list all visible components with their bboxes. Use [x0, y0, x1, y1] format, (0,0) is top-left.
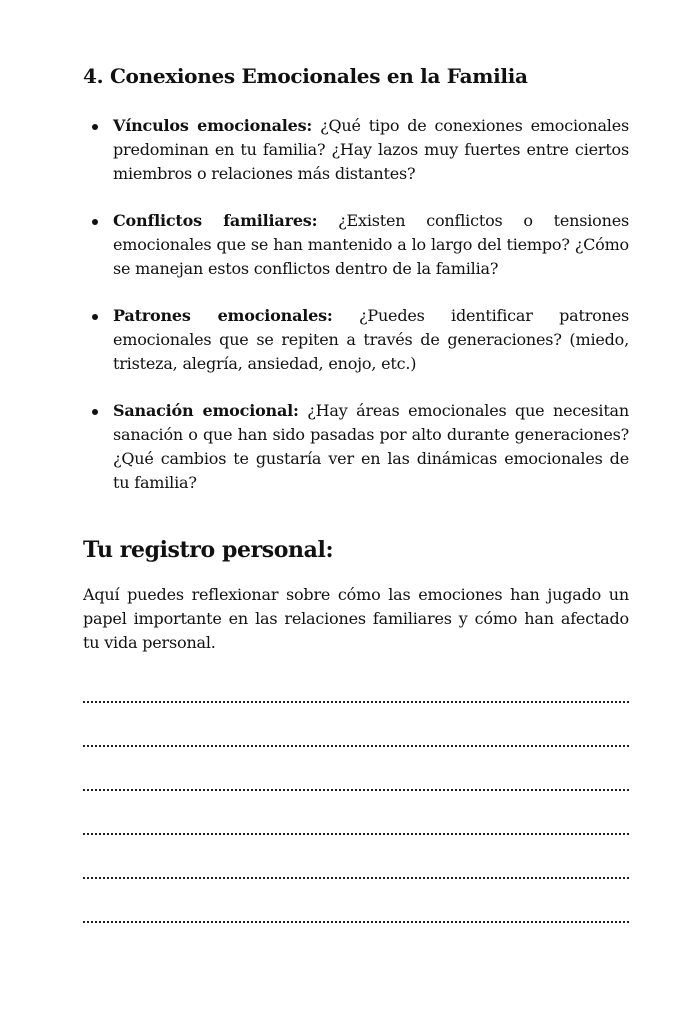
writing-line[interactable] [83, 745, 629, 747]
writing-area[interactable] [83, 701, 629, 923]
writing-line[interactable] [83, 701, 629, 703]
writing-line[interactable] [83, 789, 629, 791]
page-content [83, 62, 629, 965]
bullet-term: Patrones emocionales: [113, 306, 333, 325]
list-item [83, 304, 629, 376]
list-item [83, 399, 629, 495]
bullet-icon [92, 219, 98, 225]
bullet-text: ¿Puedes identificar patrones emocionales que se repiten a través de generaciones? (miedo, tristeza, alegría, ansiedad, enojo, etc.) [113, 306, 629, 373]
section-title: 4. Conexiones Emocionales en la Familia [83, 64, 528, 88]
registro-title: Tu registro personal: [83, 537, 334, 563]
bullet-icon [92, 409, 98, 415]
list-item [83, 209, 629, 281]
bullet-icon [92, 124, 98, 130]
bullet-text: ¿Hay áreas emocionales que necesitan sanación o que han sido pasadas por alto durante generaciones? ¿Qué cambios te gustaría ver en las dinámicas emocionales de tu familia? [113, 401, 629, 492]
writing-line[interactable] [83, 921, 629, 923]
registro-intro: Aquí puedes reflexionar sobre cómo las emociones han jugado un papel importante en las relaciones familiares y cómo han afectado tu vida personal. [83, 585, 629, 652]
question-list [83, 114, 629, 495]
writing-line[interactable] [83, 833, 629, 835]
writing-line[interactable] [83, 877, 629, 879]
list-item [83, 114, 629, 186]
bullet-icon [92, 314, 98, 320]
bullet-text: ¿Existen conflictos o tensiones emocionales que se han mantenido a lo largo del tiempo? ¿Cómo se manejan estos conflictos dentro de la familia? [113, 211, 629, 278]
bullet-text: ¿Qué tipo de conexiones emocionales predominan en tu familia? ¿Hay lazos muy fuertes entre ciertos miembros o relaciones más distantes? [113, 116, 629, 183]
bullet-term: Conflictos familiares: [113, 211, 318, 230]
bullet-term: Vínculos emocionales: [113, 116, 313, 135]
bullet-term: Sanación emocional: [113, 401, 299, 420]
